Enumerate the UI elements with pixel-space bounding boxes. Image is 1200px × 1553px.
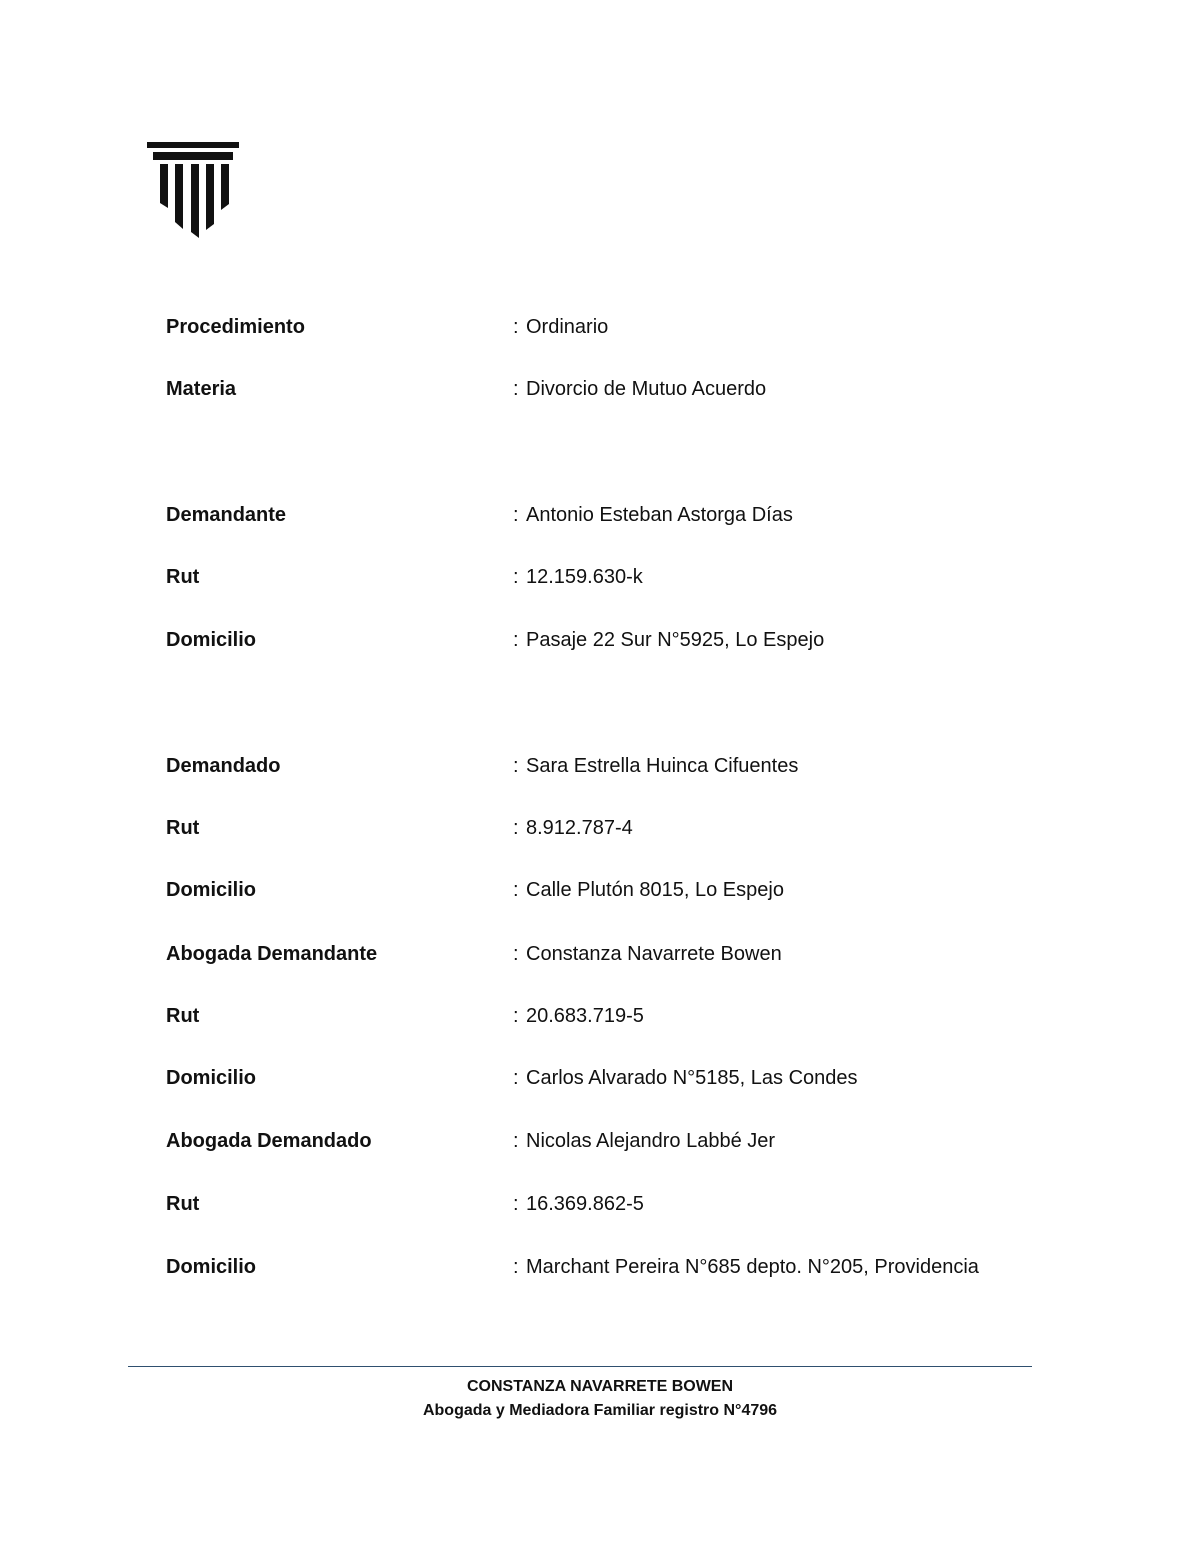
field-colon: : [513, 755, 519, 777]
footer-lawyer-name: CONSTANZA NAVARRETE BOWEN [466, 1378, 734, 1395]
field-abogada-demandado-rut [166, 1189, 1066, 1219]
field-demandado-domicilio [166, 875, 1066, 905]
field-abogada-demandado [166, 1126, 1066, 1156]
field-label: Rut [166, 817, 200, 839]
field-materia [166, 374, 1066, 404]
field-colon: : [513, 879, 519, 901]
field-value: Nicolas Alejandro Labbé Jer [526, 1130, 776, 1152]
field-value: Marchant Pereira N°685 depto. N°205, Providencia [526, 1256, 979, 1278]
field-label: Demandado [166, 755, 281, 777]
field-label: Procedimiento [166, 316, 305, 338]
column-pillar-icon [147, 142, 239, 238]
field-label: Abogada Demandado [166, 1130, 372, 1152]
field-demandado [166, 751, 1066, 781]
field-colon: : [513, 629, 519, 651]
field-colon: : [513, 1193, 519, 1215]
field-value: 20.683.719-5 [526, 1005, 644, 1027]
field-label: Domicilio [166, 1256, 257, 1278]
field-demandante-domicilio [166, 625, 1066, 655]
field-value: Antonio Esteban Astorga Días [526, 504, 793, 526]
field-value: Pasaje 22 Sur N°5925, Lo Espejo [526, 629, 825, 651]
field-value: Calle Plutón 8015, Lo Espejo [526, 879, 784, 901]
field-label: Rut [166, 1005, 200, 1027]
field-abogada-demandante [166, 939, 1066, 969]
field-colon: : [513, 1130, 519, 1152]
field-colon: : [513, 943, 519, 965]
field-procedimiento [166, 312, 1066, 342]
field-colon: : [513, 1005, 519, 1027]
field-abogada-demandante-domicilio [166, 1063, 1066, 1093]
field-abogada-demandado-domicilio [166, 1252, 1066, 1282]
field-value: Ordinario [526, 316, 609, 338]
field-value: 12.159.630-k [526, 566, 643, 588]
footer-lawyer-title: Abogada y Mediadora Familiar registro N°4796 [422, 1402, 778, 1419]
field-value: 16.369.862-5 [526, 1193, 644, 1215]
field-label: Rut [166, 566, 200, 588]
field-value: Divorcio de Mutuo Acuerdo [526, 378, 767, 400]
field-value: Carlos Alvarado N°5185, Las Condes [526, 1067, 858, 1089]
field-colon: : [513, 378, 519, 400]
field-label: Materia [166, 378, 237, 400]
field-value: Constanza Navarrete Bowen [526, 943, 782, 965]
field-colon: : [513, 566, 519, 588]
field-colon: : [513, 1256, 519, 1278]
field-label: Domicilio [166, 629, 257, 651]
field-value: Sara Estrella Huinca Cifuentes [526, 755, 799, 777]
field-colon: : [513, 817, 519, 839]
field-abogada-demandante-rut [166, 1001, 1066, 1031]
field-colon: : [513, 1067, 519, 1089]
field-colon: : [513, 316, 519, 338]
field-label: Demandante [166, 504, 287, 526]
field-demandante-rut [166, 562, 1066, 592]
field-label: Abogada Demandante [166, 943, 378, 965]
field-demandado-rut [166, 813, 1066, 843]
field-label: Domicilio [166, 1067, 257, 1089]
footer-divider [128, 1366, 1032, 1367]
field-colon: : [513, 504, 519, 526]
field-demandante [166, 500, 1066, 530]
field-label: Rut [166, 1193, 200, 1215]
field-value: 8.912.787-4 [526, 817, 633, 839]
field-label: Domicilio [166, 879, 257, 901]
